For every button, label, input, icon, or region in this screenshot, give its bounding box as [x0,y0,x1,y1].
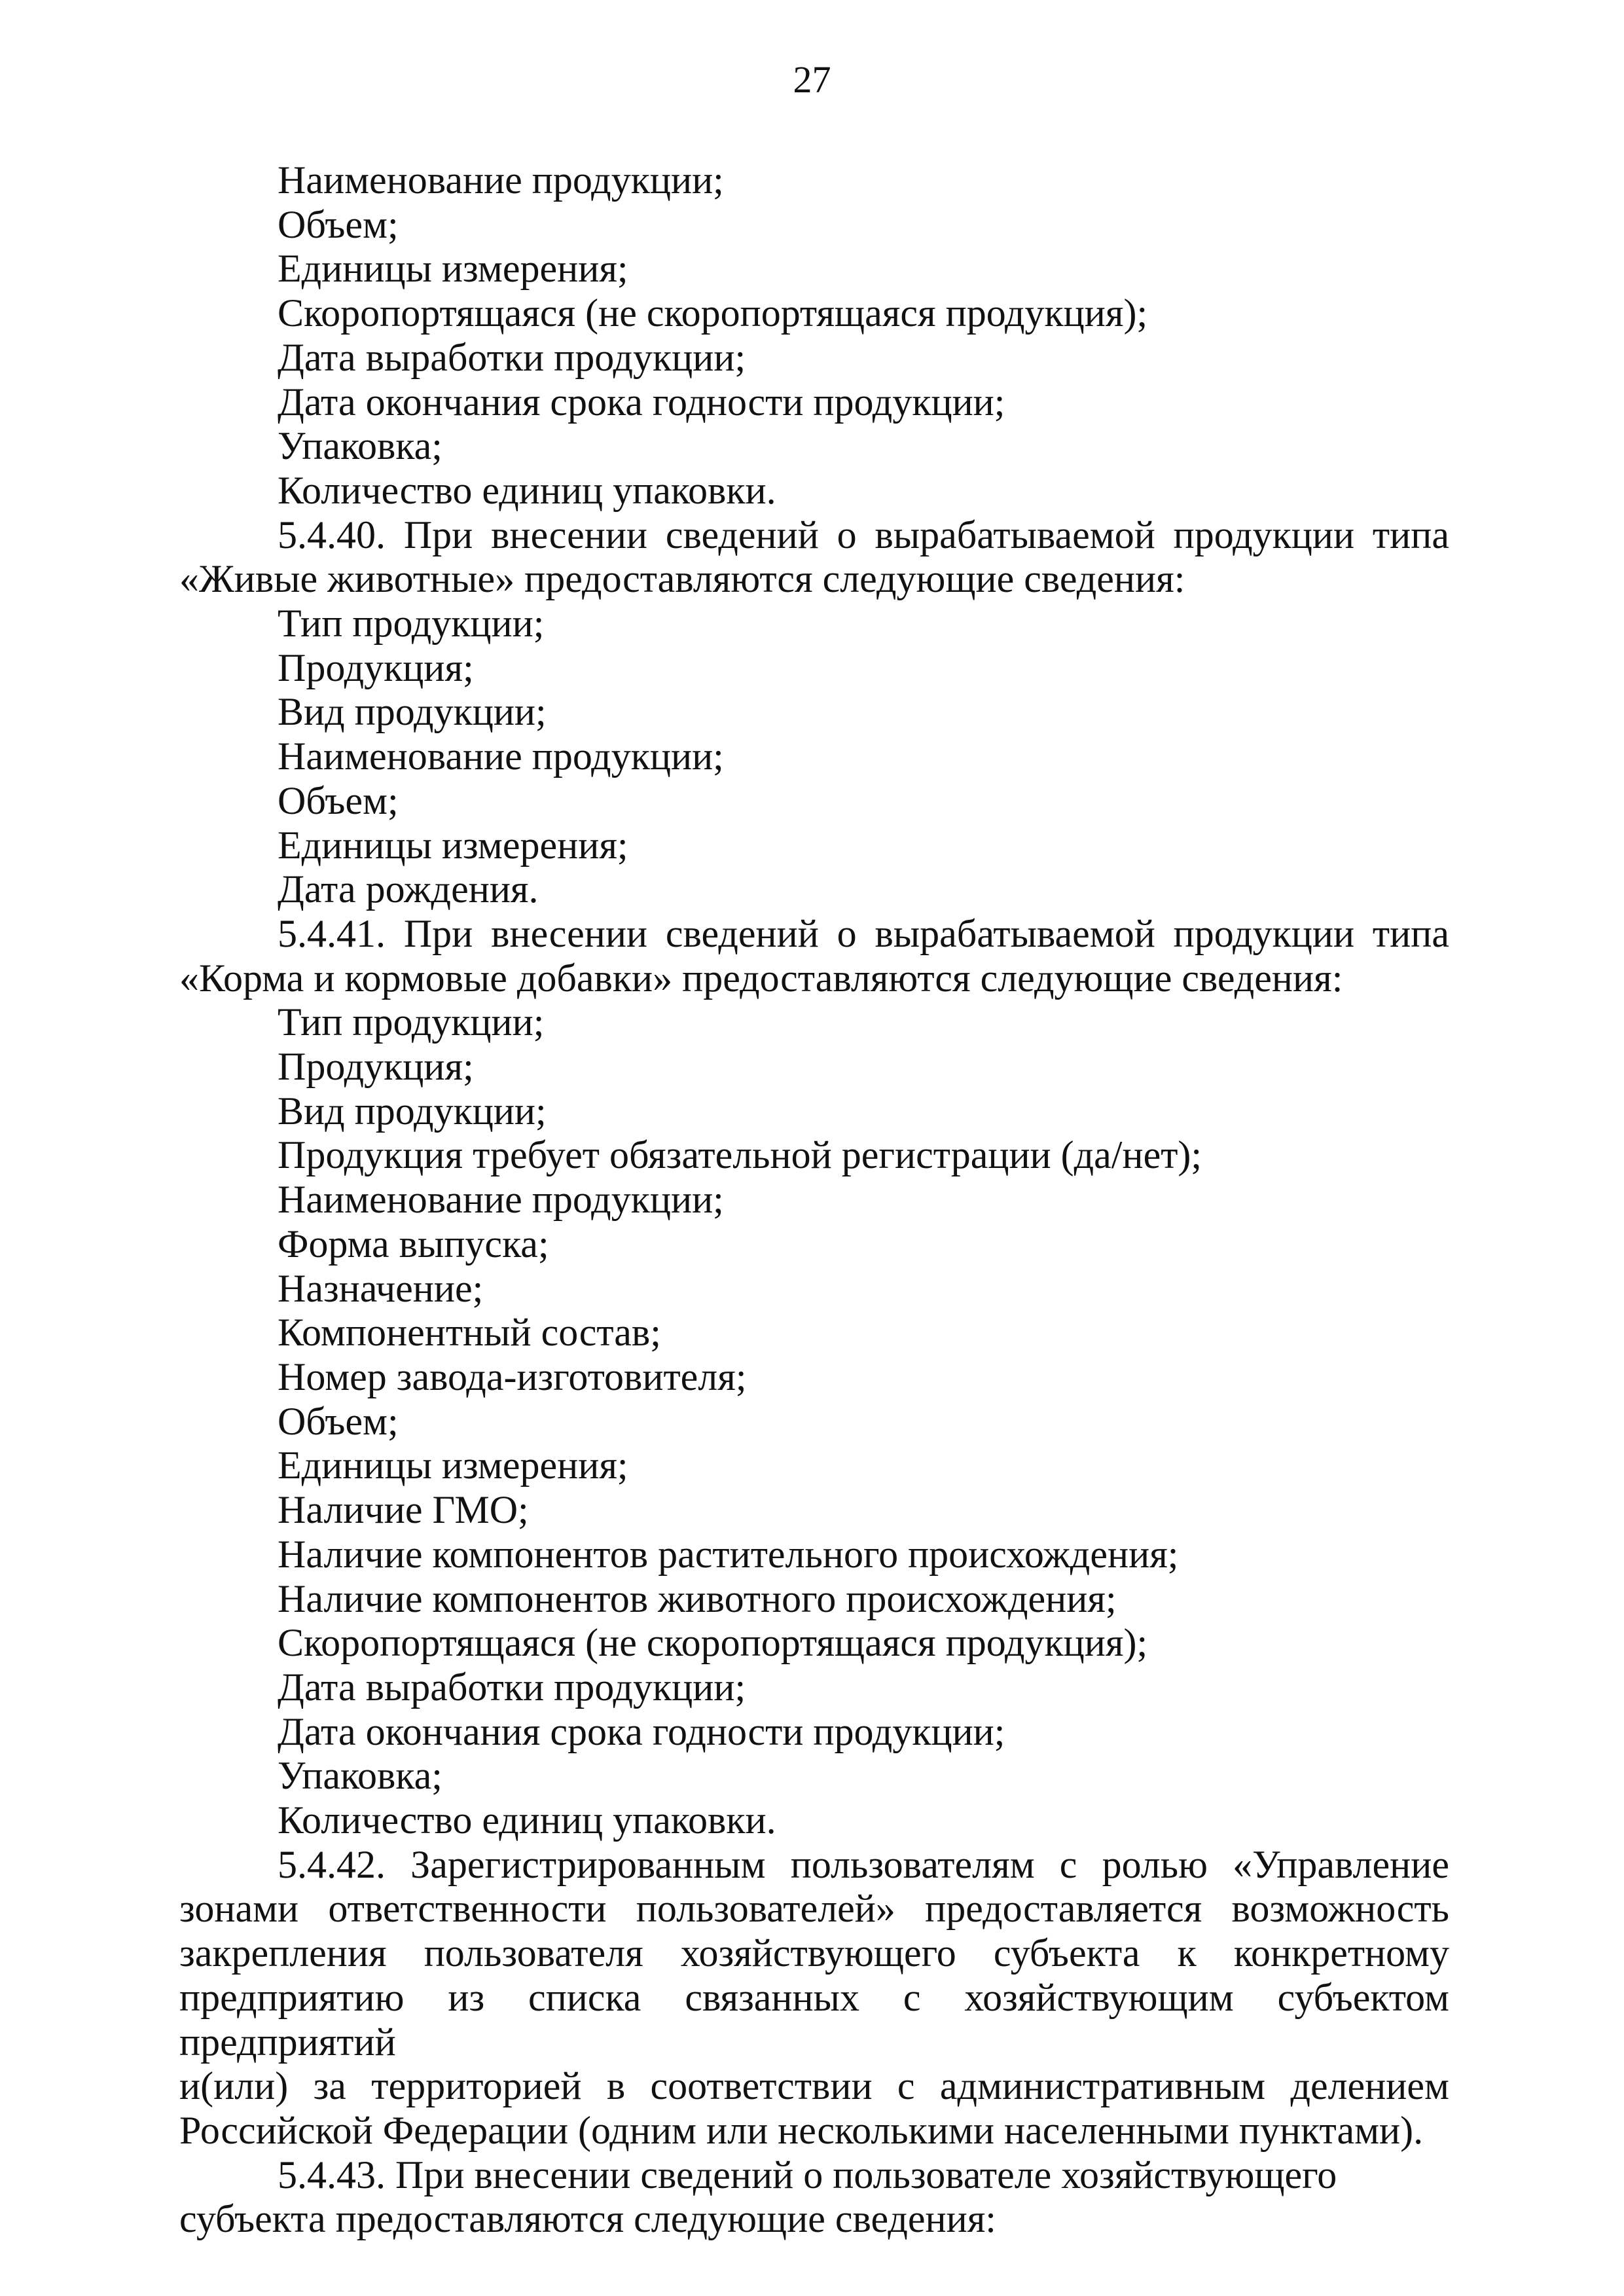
list-item: Объем; [278,202,399,246]
list-item: Тип продукции; [278,602,545,646]
paragraph-line: предприятию из списка связанных с хозяйствующим субъектом предприятий [179,1975,1449,2064]
list-item: Скоропортящаяся (не скоропортящаяся продукция); [278,1621,1148,1665]
section-5-4-43 [179,2153,1449,2242]
paragraph-line: Российской Федерации (одним или несколькими населенными пунктами). [179,2108,1424,2152]
section-5-4-41 [179,912,1449,1843]
list-item: Тип продукции; [278,1000,545,1044]
list-item: Продукция; [278,1045,474,1089]
paragraph-line: 5.4.42. Зарегистрированным пользователям с ролью «Управление [278,1842,1449,1886]
paragraph-line: 5.4.41. При внесении сведений о вырабатываемой продукции типа [278,911,1449,955]
list-item: Назначение; [278,1266,484,1310]
list-item: Количество единиц упаковки. [278,1798,776,1842]
product-fields-list [179,158,1449,513]
list-item: Продукция требует обязательной регистрации (да/нет); [278,1133,1202,1177]
paragraph-line: и(или) за территорией в соответствии с административным делением [179,2064,1449,2108]
list-item: Наличие ГМО; [278,1488,529,1532]
list-item: Дата рождения. [278,867,539,911]
list-item: Форма выпуска; [278,1222,549,1266]
paragraph-line: 5.4.43. При внесении сведений о пользователе хозяйствующего [278,2153,1337,2196]
page-number: 27 [793,58,831,101]
section-5-4-40 [179,513,1449,912]
list-item: Наименование продукции; [278,735,724,778]
list-item: Дата окончания срока годности продукции; [278,1709,1005,1753]
paragraph-line: закрепления пользователя хозяйствующего субъекта к конкретному [179,1931,1449,1975]
list-item: Объем; [278,1399,399,1443]
list-item: Вид продукции; [278,1089,547,1133]
list-item: Количество единиц упаковки. [278,468,776,512]
list-item: Упаковка; [278,1754,442,1798]
section-5-4-42 [179,1843,1449,2153]
list-item: Вид продукции; [278,690,547,734]
list-item: Продукция; [278,646,474,689]
list-item: Наличие компонентов животного происхождения; [278,1576,1117,1620]
list-item: Номер завода-изготовителя; [278,1355,747,1398]
paragraph-line: «Живые животные» предоставляются следующие сведения: [179,557,1185,601]
list-item: Упаковка; [278,424,442,468]
list-item: Единицы измерения; [278,247,628,291]
paragraph-line: субъекта предоставляются следующие сведения: [179,2197,996,2241]
list-item: Наличие компонентов растительного происхождения; [278,1532,1179,1576]
list-item: Дата выработки продукции; [278,1665,746,1709]
list-item: Единицы измерения; [278,823,628,867]
list-item: Наименование продукции; [278,158,724,202]
list-item: Дата выработки продукции; [278,335,746,379]
paragraph-line: зонами ответственности пользователей» предоставляется возможность [179,1887,1449,1931]
paragraph-line: 5.4.40. При внесении сведений о вырабатываемой продукции типа [278,513,1449,556]
document-body [179,158,1449,2242]
paragraph-line: «Корма и кормовые добавки» предоставляются следующие сведения: [179,956,1343,1000]
list-item: Компонентный состав; [278,1311,661,1355]
list-item: Скоропортящаяся (не скоропортящаяся продукция); [278,291,1148,335]
list-item: Дата окончания срока годности продукции; [278,380,1005,424]
list-item: Наименование продукции; [278,1178,724,1222]
list-item: Объем; [278,778,399,822]
list-item: Единицы измерения; [278,1444,628,1487]
